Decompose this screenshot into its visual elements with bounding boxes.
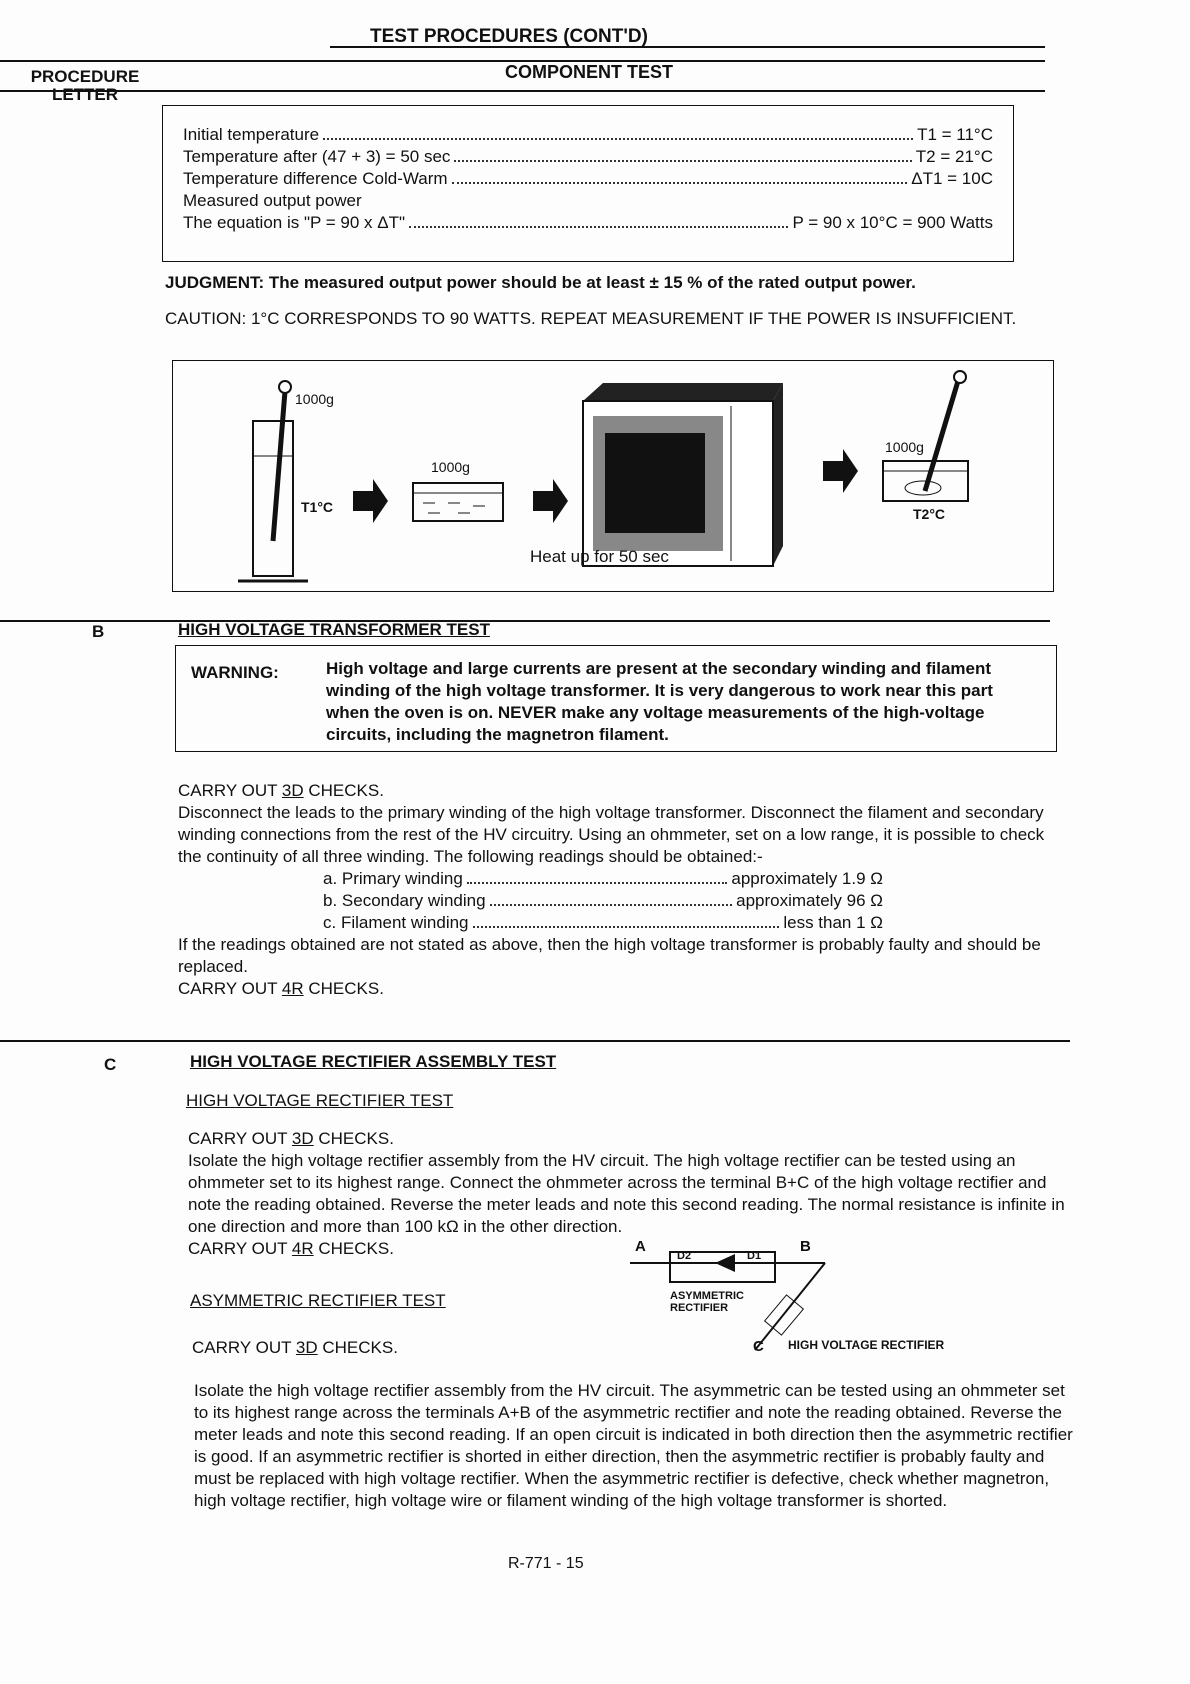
section-c-body: CARRY OUT 3D CHECKS. Isolate the high voltage rectifier assembly from the HV circuit. The high voltage rectifier can be tested using an ohmmeter set to its highest range. Connect the ohmmeter across the terminal B+C of the high voltage rectifier and note the reading obtained. Reverse the meter leads and note this second reading. The normal resistance is infinite in one direction and more than 100 kΩ in the other direction. CARRY OUT 4R CHECKS. bbox=[188, 1128, 1073, 1260]
carry-out-checks: CARRY OUT 4R CHECKS. bbox=[178, 979, 384, 998]
divider bbox=[0, 1040, 1070, 1042]
water-container-icon bbox=[413, 483, 503, 521]
reading-row: b. Secondary winding approximately 96 Ω bbox=[323, 891, 883, 910]
mass-label: 1000g bbox=[295, 391, 334, 407]
beaker-icon bbox=[238, 421, 308, 581]
microwave-oven-icon bbox=[583, 383, 783, 566]
table-row: Measured output power bbox=[183, 191, 362, 210]
reading-row: a. Primary winding approximately 1.9 Ω bbox=[323, 869, 883, 888]
section-title: HIGH VOLTAGE RECTIFIER ASSEMBLY TEST bbox=[190, 1052, 557, 1071]
arrow-icon bbox=[533, 479, 568, 523]
subsection-title: HIGH VOLTAGE RECTIFIER TEST bbox=[186, 1091, 454, 1110]
table-row: Initial temperature T1 = 11°C bbox=[183, 125, 993, 144]
t2-label: T2°C bbox=[913, 506, 946, 522]
component-test-header: COMPONENT TEST bbox=[505, 62, 674, 82]
procedure-letter: B bbox=[92, 622, 105, 641]
caution-label: CAUTION: 1°C CORRESPONDS TO 90 WATTS. REPEAT MEASUREMENT IF THE POWER IS INSUFFICIENT. bbox=[165, 309, 1017, 328]
warning-box bbox=[175, 645, 1057, 752]
judgment-text: JUDGMENT: The measured output power should be at least ± 15 % of the rated output power. bbox=[165, 273, 916, 292]
carry-out-checks: CARRY OUT 3D CHECKS. bbox=[178, 781, 384, 800]
mass-label: 1000g bbox=[885, 439, 924, 455]
thermometer-icon bbox=[925, 371, 966, 491]
procedure-letter-header: PROCEDURE LETTER bbox=[30, 67, 140, 104]
table-row: Temperature after (47 + 3) = 50 sec T2 = 21°C bbox=[183, 147, 993, 166]
mass-label: 1000g bbox=[431, 459, 470, 475]
table-row: The equation is "P = 90 x ΔT" P = 90 x 10°C = 900 Watts bbox=[183, 213, 993, 232]
caution-text bbox=[165, 308, 1050, 330]
carry-out-checks: CARRY OUT 3D CHECKS. bbox=[192, 1338, 398, 1357]
warning-label: WARNING: bbox=[191, 663, 279, 682]
power-table bbox=[162, 105, 1014, 262]
t1-label: T1°C bbox=[301, 499, 334, 515]
procedure-letter: C bbox=[104, 1055, 117, 1074]
divider bbox=[0, 90, 1045, 92]
page-number: R-771 - 15 bbox=[508, 1555, 584, 1572]
heat-label: Heat up for 50 sec bbox=[530, 547, 669, 566]
warning-text: High voltage and large currents are present at the secondary winding and filament winding of the high voltage transformer. It is very dangerous to work near this part when the oven is on. NEVER make any voltage measurements of the high-voltage circuits, including the magnetron filament. bbox=[326, 659, 993, 744]
thermometer-icon bbox=[273, 381, 291, 541]
section-b-body bbox=[178, 780, 1058, 1000]
arrow-icon bbox=[353, 479, 388, 523]
reading-row: c. Filament winding less than 1 Ω bbox=[323, 913, 883, 932]
section-title: HIGH VOLTAGE TRANSFORMER TEST bbox=[178, 620, 490, 639]
subsection-title: ASYMMETRIC RECTIFIER TEST bbox=[190, 1291, 446, 1310]
paragraph: Isolate the high voltage rectifier assembly from the HV circuit. The asymmetric can be tested using an ohmmeter set to its highest range across the terminals A+B of the asymmetric rectifier and note the reading obtained. Reverse the meter leads and note this second reading. If an open circuit is indicated in both direction then the asymmetric rectifier is good. If an asymmetric rectifier is shorted in either direction, then the asymmetric rectifier is probably faulty and must be replaced with high voltage rectifier. When the asymmetric rectifier is defective, check whether magnetron, high voltage rectifier, high voltage wire or filament winding of the high voltage transformer is shorted. bbox=[194, 1381, 1073, 1510]
page-title: TEST PROCEDURES (CONT'D) bbox=[370, 26, 648, 47]
divider bbox=[0, 620, 1050, 622]
power-test-figure bbox=[172, 360, 1054, 592]
paragraph: Disconnect the leads to the primary winding of the high voltage transformer. Disconnect the filament and secondary winding connections from the rest of the HV circuitry. Using an ohmmeter, set on a low range, it is possible to check the continuity of all three winding. The following readings should be obtained:- bbox=[178, 803, 1045, 866]
table-row: Temperature difference Cold-Warm ΔT1 = 10C bbox=[183, 169, 993, 188]
rectifier-diagram: A D2 D1 B ASYMMETRIC RECTIFIER C HIGH VOLTAGE RECTIFIER bbox=[625, 1240, 1005, 1360]
paragraph: Isolate the high voltage rectifier assembly from the HV circuit. The high voltage rectifier can be tested using an ohmmeter set to its highest range. Connect the ohmmeter across the terminal B+C of the high voltage rectifier and note the reading obtained. Reverse the meter leads and note this second reading. The normal resistance is infinite in one direction and more than 100 kΩ in the other direction. bbox=[188, 1151, 1065, 1236]
divider bbox=[330, 46, 1045, 48]
arrow-icon bbox=[823, 449, 858, 493]
paragraph: If the readings obtained are not stated as above, then the high voltage transformer is probably faulty and should be replaced. bbox=[178, 935, 1041, 976]
